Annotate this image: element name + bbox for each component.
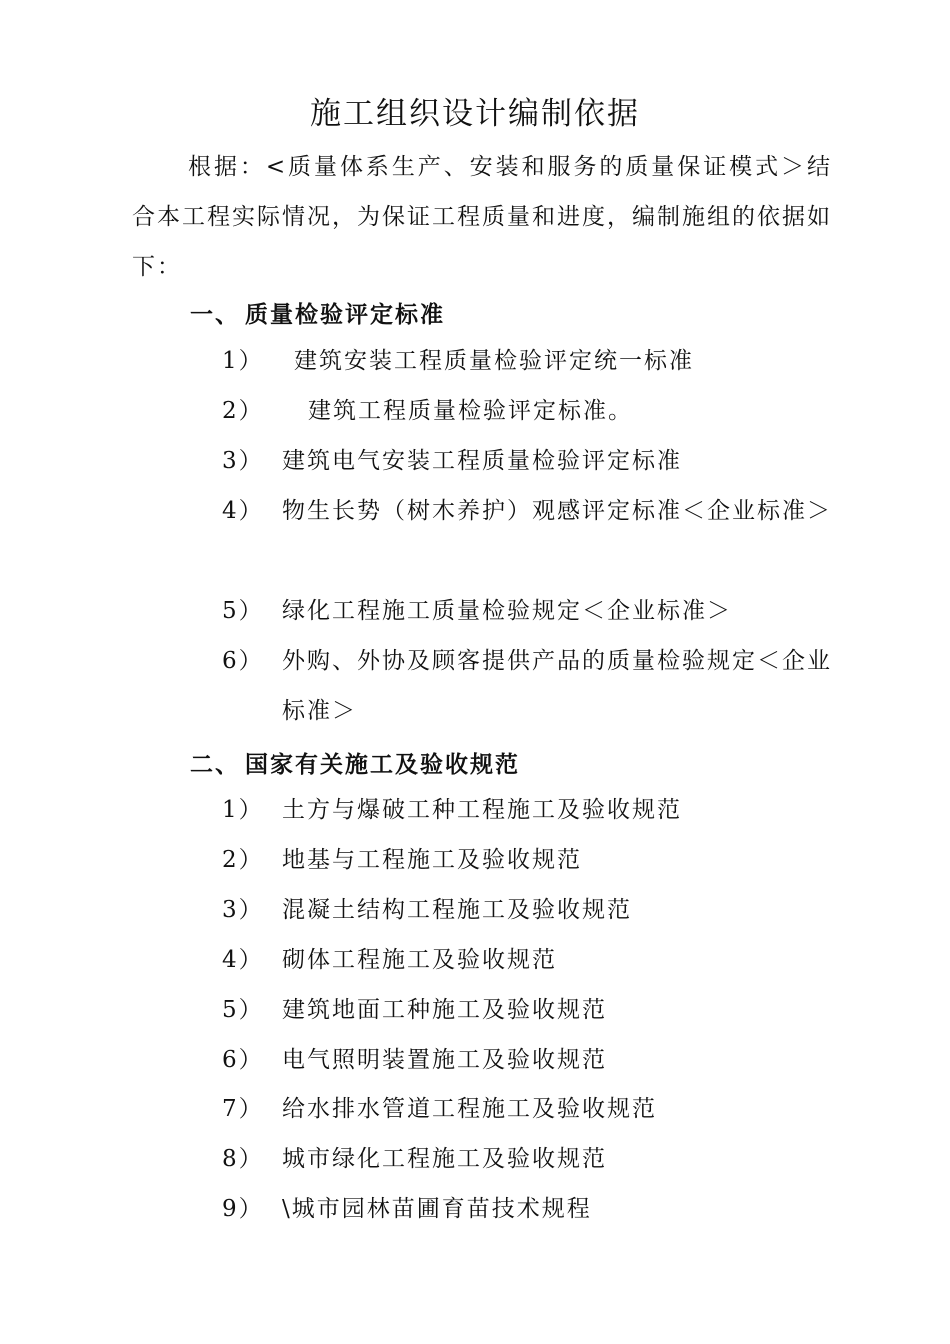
list-item [222,885,832,935]
list-item [222,785,832,835]
document-title: 施工组织设计编制依据 [310,96,640,132]
list-item [222,985,832,1035]
item-number: 8） [222,1146,264,1172]
list-item [222,386,832,436]
item-text: 混凝土结构工程施工及验收规范 [282,897,632,923]
list-item [222,835,832,885]
list-item [222,336,832,386]
item-number: 1） [222,348,264,374]
item-text: 建筑工程质量检验评定标准。 [308,398,633,424]
item-text: 城市绿化工程施工及验收规范 [282,1146,607,1172]
item-number: 9） [222,1196,264,1222]
list-item [222,1134,832,1184]
list-item [222,1184,832,1234]
item-text: 建筑地面工种施工及验收规范 [282,997,607,1023]
list-item [222,486,832,536]
intro-paragraph: 根据：<质量体系生产、安装和服务的质量保证模式＞结合本工程实际情况，为保证工程质量和进度，编制施组的依据如下： [132,154,832,280]
section-number: 一、 [190,301,240,328]
item-number: 2） [222,847,264,873]
item-number: 5） [222,997,264,1023]
section-title: 质量检验评定标准 [245,301,445,328]
item-number: 6） [222,1047,264,1073]
item-text: 建筑安装工程质量检验评定统一标准 [294,348,694,374]
item-number: 1） [222,797,264,823]
item-number: 4） [222,947,264,973]
list-item [222,586,832,636]
item-text: 外购、外协及顾客提供产品的质量检验规定＜企业标准＞ [282,648,832,724]
item-number: 4） [222,498,264,524]
item-text: 绿化工程施工质量检验规定＜企业标准＞ [282,598,732,624]
item-text: 砌体工程施工及验收规范 [282,947,557,973]
section-number: 二、 [190,751,240,778]
item-text: 给水排水管道工程施工及验收规范 [282,1096,657,1122]
item-number: 3） [222,897,264,923]
item-number: 2） [222,398,264,424]
section-heading-1 [190,296,445,329]
item-text: 地基与工程施工及验收规范 [282,847,582,873]
list-item [222,935,832,985]
item-number: 3） [222,448,264,474]
list-item [222,1084,832,1134]
item-text: 电气照明装置施工及验收规范 [282,1047,607,1073]
item-number: 7） [222,1096,264,1122]
list-item [222,436,832,486]
item-text: 土方与爆破工种工程施工及验收规范 [282,797,682,823]
item-text: 建筑电气安装工程质量检验评定标准 [282,448,682,474]
section-title: 国家有关施工及验收规范 [245,751,520,778]
list-item [222,1035,832,1085]
item-number: 6） [222,648,264,674]
list-item [222,636,832,736]
section-heading-2 [190,746,520,779]
item-number: 5） [222,598,264,624]
item-text: \城市园林苗圃育苗技术规程 [282,1196,592,1222]
item-text: 物生长势（树木养护）观感评定标准＜企业标准＞ [282,498,832,524]
